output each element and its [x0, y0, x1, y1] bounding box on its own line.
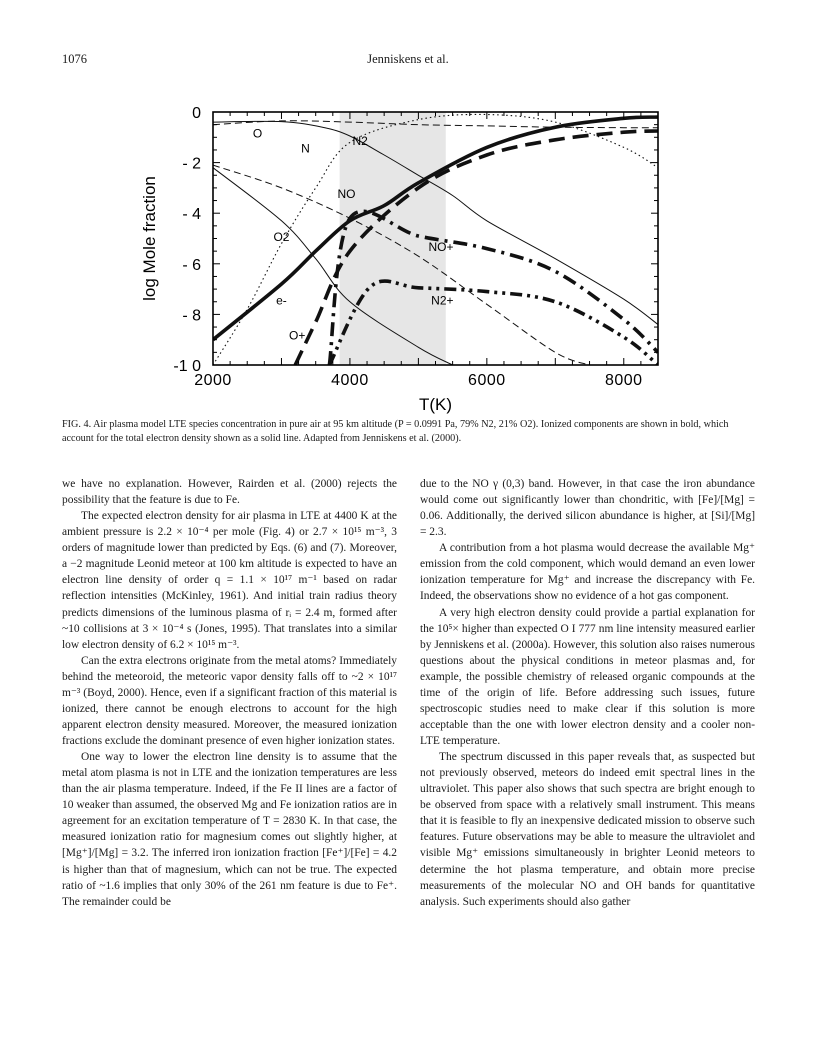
x-tick-label: 8000 — [604, 372, 643, 389]
x-tick-label: 4000 — [331, 372, 369, 389]
y-tick-label: - 6 — [182, 256, 201, 274]
paragraph: A contribution from a hot plasma would decrease the available Mg⁺ emission from the cold component, which would demand an even lower ionization temperature for Mg⁺ and increase the discrepancy with Fe. Indeed, the observations show no evidence of a hot gas component. — [420, 542, 755, 603]
y-tick-label: 0 — [192, 105, 201, 122]
paragraph: due to the NO γ (0,3) band. However, in that case the iron abundance would come out significantly lower than chondritic, with [Fe]/[Mg] = 0.06. Additionally, the derived silicon abundance is higher, at [Si]/[Mg] = 2.3. — [420, 478, 755, 539]
y-tick-label: - 4 — [182, 206, 201, 224]
paragraph: One way to lower the electron line density is to assume that the metal atom plasma is not in LTE and the ionization temperatures are less than the air plasma temperature. Indeed, if the Fe II lines are a factor of 10 weaker than assumed, the observed Mg and Fe ionization ratios are in agreement for an excitation temperature of T = 2830 K. In that case, the measured ionization ratio for magnesium comes out slightly higher, at [Mg⁺]/[Mg] = 3.2. The inferred iron ionization fraction [Fe⁺]/[Fe] = 4.2 is higher than that of magnesium, which can not be true. The expected ratio of ~1.6 implies that only 30% of the 261 nm feature is due to Fe⁺. The remainder could be — [62, 751, 397, 908]
series-label-o2: O2 — [273, 230, 290, 245]
text-column-right — [420, 476, 755, 910]
y-axis-label: log Mole fraction — [140, 176, 159, 301]
series-label-e: e- — [276, 293, 287, 308]
y-tick-label: -1 0 — [173, 358, 201, 375]
x-axis-label: T(K) — [418, 395, 453, 414]
paragraph: A very high electron density could provide a partial explanation for the 10⁵× higher than expected O I 777 nm line intensity measured earlier by Jenniskens et al. (2000a). However, this solution also raises numerous questions about the physical conditions in meteor plasmas and, for example, the possible chemistry of released organic compounds at the time of the origin of life. Before addressing such issues, future spectroscopic studies need to make clear if this solution is more acceptable than the one with lower electron density and a cooler non-LTE temperature. — [420, 606, 755, 747]
figure-caption: FIG. 4. Air plasma model LTE species concentration in pure air at 95 km altitude (P = 0.0991 Pa, 79% N2, 21% O2). Ionized components are shown in bold, which account for the total electron density shown as a solid line. Adapted from Jenniskens et al. (2000). — [62, 419, 729, 444]
series-label-no: NO+ — [428, 240, 454, 255]
x-tick-label: 6000 — [468, 372, 506, 389]
series-label-o: O — [252, 126, 263, 141]
x-tick-label: 2000 — [194, 372, 232, 389]
text-column-left — [62, 476, 397, 910]
paragraph: The expected electron density for air plasma in LTE at 4400 K at the ambient pressure is 2.2 × 10⁻⁴ per mole (Fig. 4) or 2.7 × 10¹⁵ m⁻³, 3 orders of magnitude lower than predicted by Eqs. (6) and (7). Moreover, a −2 magnitude Leonid meteor at 100 km altitude is expected to have an electron line density of order q = 1.1 × 10¹⁷ m⁻¹ based on radar reflection intensities (McKinley, 1961). And initial train radius theory predicts dimensions of the luminous plasma of rᵢ = 2.4 m, formed after ~10 collisions at 3 × 10⁻⁴ s (Jones, 1995). That translates into a similar low electron density of 6.2 × 10¹⁵ m⁻³. — [62, 510, 397, 651]
series-label-n: N — [301, 141, 310, 156]
series-label-no: NO — [337, 187, 356, 202]
y-tick-label: - 2 — [182, 155, 201, 173]
figure-chart — [0, 0, 816, 420]
series-label-n2: N2 — [352, 133, 368, 148]
page-number: 1076 — [62, 52, 87, 66]
paragraph: The spectrum discussed in this paper reveals that, as suspected but not previously observed, meteors do indeed emit spectral lines in the ultraviolet. This paper also shows that such spectra are bright enough to be observed from space with a relatively small instrument. This means that it is feasible to fly an inexpensive dedicated mission to observe such features. Future observations may be able to measure the ultraviolet and visible Mg⁺ emissions simultaneously in brighter Leonid meteors to determine the hot plasma temperature, and obtain more precise measurements of the molecular NO and OH bands for quantitative analysis. Such experiments should also gather — [420, 751, 755, 908]
y-tick-label: - 8 — [182, 307, 201, 325]
series-label-o: O+ — [289, 328, 306, 343]
paragraph: we have no explanation. However, Rairden et al. (2000) rejects the possibility that the feature is due to Fe. — [62, 478, 397, 507]
running-title: Jenniskens et al. — [367, 52, 449, 66]
paragraph: Can the extra electrons originate from the metal atoms? Immediately behind the meteoroid, the meteoric vapor density falls off to ~2 × 10¹⁷ m⁻³ (Boyd, 2000). Hence, even if a significant fraction of this material is ionized, there cannot be enough electrons to account for the high apparent electron density measured. Moreover, the measured ionization fractions exclude the dominant presence of even higher ionization states. — [62, 654, 397, 747]
series-label-n2: N2+ — [431, 293, 454, 308]
